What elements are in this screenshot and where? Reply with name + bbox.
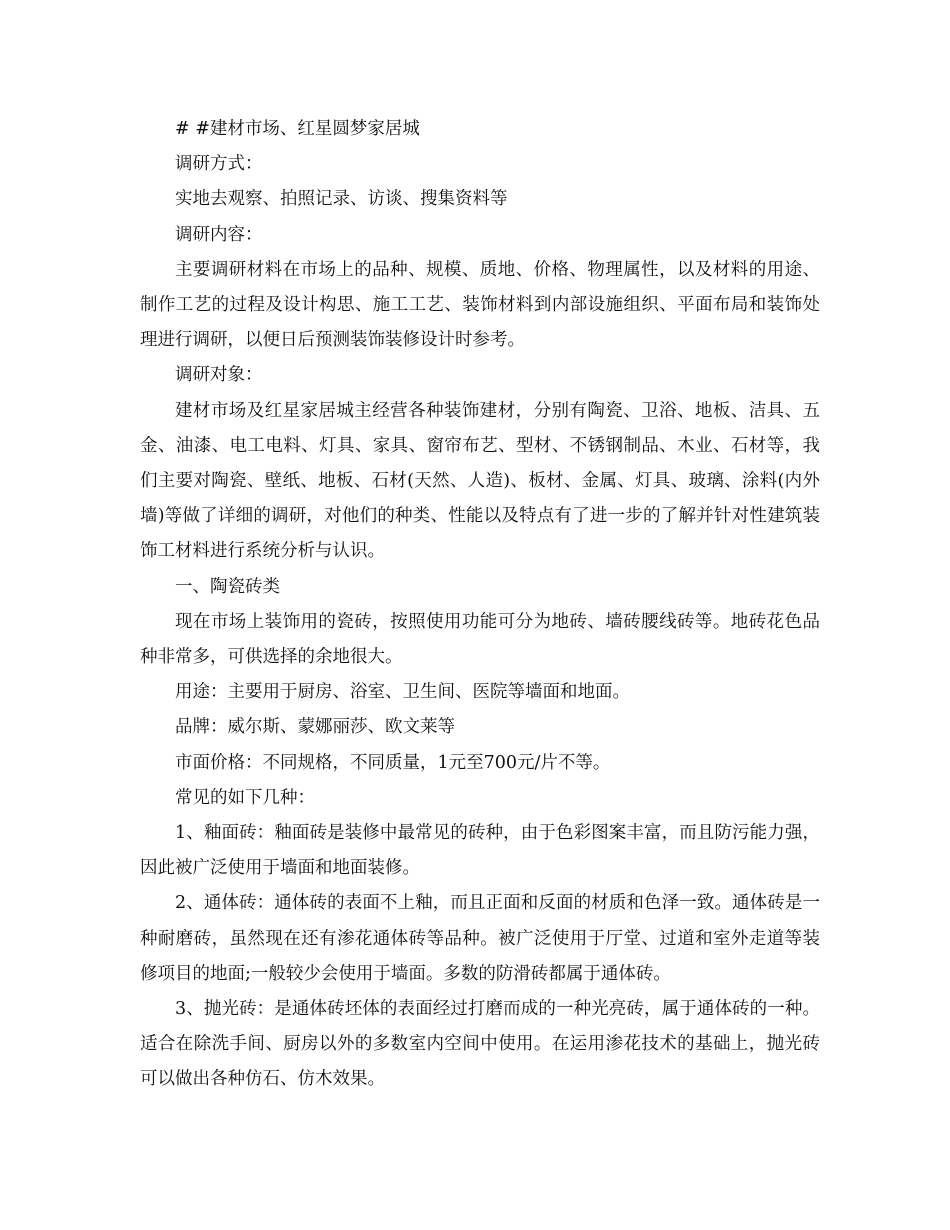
label-research-object: 调研对象： — [175, 365, 263, 386]
text-market-price: 市面价格：不同规格，不同质量，1元至700元/片不等。 — [175, 752, 611, 773]
text-brands: 品牌：威尔斯、蒙娜丽莎、欧文莱等 — [175, 717, 455, 738]
item-polished-tile: 3、抛光砖：是通体砖坯体的表面经过打磨而成的一种光亮砖，属于通体砖的一种。适合在除洗手间、厨房以外的多数室内空间中使用。在运用渗花技术的基础上，抛光砖可以做出各种仿石、仿木效果。 — [140, 999, 820, 1090]
heading-market: # #建材市场、红星圆梦家居城 — [175, 119, 420, 139]
text-ceramic-intro: 现在市场上装饰用的瓷砖，按照使用功能可分为地砖、墙砖腰线砖等。地砖花色品种非常多，可供选择的余地很大。 — [140, 611, 820, 668]
text-research-method: 实地去观察、拍照记录、访谈、搜集资料等 — [175, 189, 508, 210]
label-research-content: 调研内容： — [175, 224, 263, 245]
text-research-object: 建材市场及红星家居城主经营各种装饰建材，分别有陶瓷、卫浴、地板、洁具、五金、油漆、电工电料、灯具、家具、窗帘布艺、型材、不锈钢制品、木业、石材等，我们主要对陶瓷、壁纸、地板、石材(天然、人造)、板材、金属、灯具、玻璃、涂料(内外墙)等做了详细的调研，对他们的种类、性能以及特点有了进一步的了解并针对性建筑装饰工材料进行系统分析与认识。 — [140, 400, 820, 562]
item-glazed-tile: 1、釉面砖：釉面砖是装修中最常见的砖种，由于色彩图案丰富，而且防污能力强，因此被广泛使用于墙面和地面装修。 — [140, 823, 820, 879]
item-full-body-tile: 2、通体砖：通体砖的表面不上釉，而且正面和反面的材质和色泽一致。通体砖是一种耐磨砖，虽然现在还有渗花通体砖等品种。被广泛使用于厅堂、过道和室外走道等装修项目的地面;一般较少会使用于墙面。多数的防滑砖都属于通体砖。 — [140, 893, 820, 984]
text-common-types: 常见的如下几种： — [175, 787, 315, 808]
text-research-content: 主要调研材料在市场上的品种、规模、质地、价格、物理属性，以及材料的用途、制作工艺的过程及设计构思、施工工艺、装饰材料到内部设施组织、平面布局和装饰处理进行调研，以便日后预测装饰装修设计时参考。 — [140, 259, 820, 351]
text-usage: 用途：主要用于厨房、浴室、卫生间、医院等墙面和地面。 — [175, 682, 630, 703]
label-research-method: 调研方式： — [175, 154, 263, 175]
document-body — [140, 112, 820, 1098]
section-ceramic-tiles: 一、陶瓷砖类 — [175, 576, 280, 597]
